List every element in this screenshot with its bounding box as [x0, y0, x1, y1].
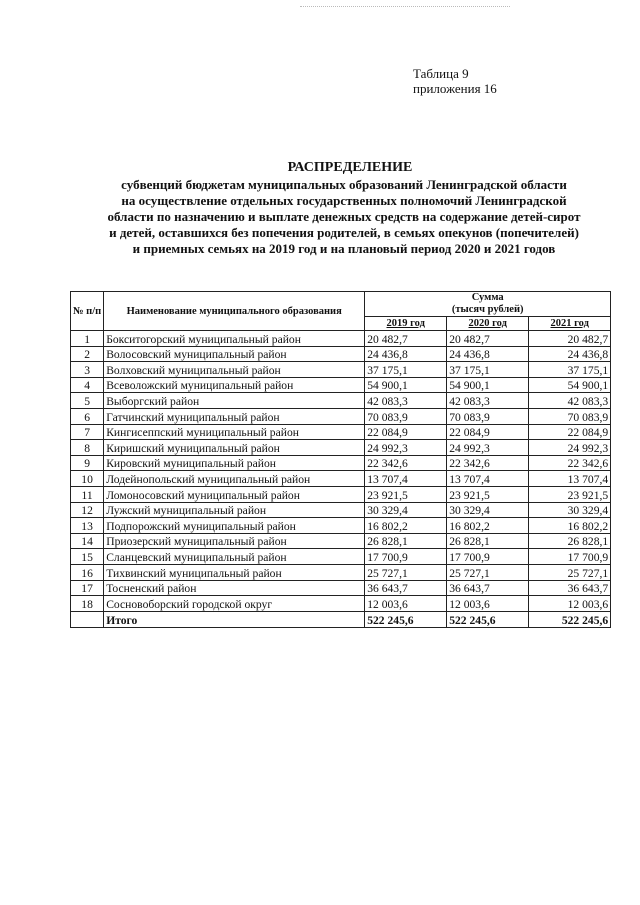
row-value-2021: 36 643,7: [529, 580, 611, 596]
row-number: 18: [71, 596, 104, 612]
row-value-2020: 30 329,4: [447, 502, 529, 518]
row-number: 9: [71, 455, 104, 471]
row-municipality-name: Тосненский район: [104, 580, 365, 596]
table-row: [71, 564, 611, 580]
row-value-2020: 37 175,1: [447, 362, 529, 378]
row-number: 6: [71, 408, 104, 424]
table-row: [71, 362, 611, 378]
row-value-2020: 17 700,9: [447, 549, 529, 565]
row-value-2020: 16 802,2: [447, 518, 529, 534]
table-reference: [413, 66, 497, 96]
table-row: [71, 580, 611, 596]
distribution-table: [70, 291, 611, 628]
header-year-2019: 2019 год: [365, 317, 447, 331]
row-municipality-name: Киришский муниципальный район: [104, 440, 365, 456]
table-row: [71, 331, 611, 347]
table-row: [71, 346, 611, 362]
row-value-2019: 22 084,9: [365, 424, 447, 440]
row-value-2019: 13 707,4: [365, 471, 447, 487]
row-value-2020: 22 342,6: [447, 455, 529, 471]
row-value-2021: 25 727,1: [529, 564, 611, 580]
table-row: [71, 455, 611, 471]
row-value-2021: 24 436,8: [529, 346, 611, 362]
total-label: Итого: [104, 611, 365, 627]
document-title: РАСПРЕДЕЛЕНИЕ: [287, 160, 413, 175]
table-row: [71, 471, 611, 487]
table-row: [71, 424, 611, 440]
row-number: 17: [71, 580, 104, 596]
row-value-2020: 70 083,9: [447, 408, 529, 424]
row-value-2020: 12 003,6: [447, 596, 529, 612]
reference-line-1: Таблица 9: [413, 66, 469, 81]
scan-artifact: [300, 6, 510, 9]
total-row: [71, 611, 611, 627]
row-value-2021: 37 175,1: [529, 362, 611, 378]
header-sum-label: Сумма: [471, 292, 504, 303]
row-number: 7: [71, 424, 104, 440]
row-value-2021: 20 482,7: [529, 331, 611, 347]
row-value-2019: 24 436,8: [365, 346, 447, 362]
table-row: [71, 533, 611, 549]
row-number: 8: [71, 440, 104, 456]
row-number: 2: [71, 346, 104, 362]
row-value-2020: 23 921,5: [447, 486, 529, 502]
row-municipality-name: Тихвинский муниципальный район: [104, 564, 365, 580]
header-year-2021: 2021 год: [529, 317, 611, 331]
row-value-2019: 70 083,9: [365, 408, 447, 424]
total-2021: 522 245,6: [529, 611, 611, 627]
row-value-2021: 70 083,9: [529, 408, 611, 424]
row-value-2021: 17 700,9: [529, 549, 611, 565]
row-number: 15: [71, 549, 104, 565]
row-value-2019: 30 329,4: [365, 502, 447, 518]
row-municipality-name: Волховский муниципальный район: [104, 362, 365, 378]
document-subtitle: [78, 177, 610, 257]
row-municipality-name: Выборгский район: [104, 393, 365, 409]
table-row: [71, 502, 611, 518]
table-row: [71, 377, 611, 393]
row-municipality-name: Всеволожский муниципальный район: [104, 377, 365, 393]
row-value-2020: 25 727,1: [447, 564, 529, 580]
row-municipality-name: Ломоносовский муниципальный район: [104, 486, 365, 502]
row-value-2020: 24 436,8: [447, 346, 529, 362]
row-value-2021: 16 802,2: [529, 518, 611, 534]
row-municipality-name: Гатчинский муниципальный район: [104, 408, 365, 424]
row-value-2019: 17 700,9: [365, 549, 447, 565]
subtitle-line: и детей, оставшихся без попечения родителей, в семьях опекунов (попечителей): [109, 225, 579, 240]
table-row: [71, 393, 611, 409]
row-municipality-name: Сланцевский муниципальный район: [104, 549, 365, 565]
row-municipality-name: Лодейнопольский муниципальный район: [104, 471, 365, 487]
table-body: [71, 331, 611, 612]
row-municipality-name: Подпорожский муниципальный район: [104, 518, 365, 534]
row-value-2020: 22 084,9: [447, 424, 529, 440]
row-municipality-name: Приозерский муниципальный район: [104, 533, 365, 549]
subtitle-line: субвенций бюджетам муниципальных образований Ленинградской области: [121, 177, 567, 192]
header-number: № п/п: [71, 292, 104, 331]
row-municipality-name: Сосновоборский городской округ: [104, 596, 365, 612]
row-value-2021: 13 707,4: [529, 471, 611, 487]
row-value-2019: 20 482,7: [365, 331, 447, 347]
row-municipality-name: Кингисеппский муниципальный район: [104, 424, 365, 440]
row-value-2019: 23 921,5: [365, 486, 447, 502]
row-value-2021: 22 084,9: [529, 424, 611, 440]
row-value-2021: 23 921,5: [529, 486, 611, 502]
table-row: [71, 408, 611, 424]
row-value-2019: 42 083,3: [365, 393, 447, 409]
row-number: 5: [71, 393, 104, 409]
row-number: 16: [71, 564, 104, 580]
row-municipality-name: Бокситогорский муниципальный район: [104, 331, 365, 347]
table-row: [71, 486, 611, 502]
table-row: [71, 596, 611, 612]
row-value-2021: 54 900,1: [529, 377, 611, 393]
row-number: 4: [71, 377, 104, 393]
row-value-2020: 36 643,7: [447, 580, 529, 596]
table-row: [71, 440, 611, 456]
subtitle-line: на осуществление отдельных государственных полномочий Ленинградской: [121, 193, 567, 208]
row-value-2019: 16 802,2: [365, 518, 447, 534]
row-value-2020: 20 482,7: [447, 331, 529, 347]
header-name: Наименование муниципального образования: [104, 292, 365, 331]
reference-line-2: приложения 16: [413, 81, 497, 96]
row-value-2020: 42 083,3: [447, 393, 529, 409]
row-number: 13: [71, 518, 104, 534]
row-value-2019: 25 727,1: [365, 564, 447, 580]
row-number: 1: [71, 331, 104, 347]
row-value-2021: 12 003,6: [529, 596, 611, 612]
row-value-2019: 37 175,1: [365, 362, 447, 378]
row-value-2020: 13 707,4: [447, 471, 529, 487]
row-number: 12: [71, 502, 104, 518]
row-value-2020: 24 992,3: [447, 440, 529, 456]
row-value-2021: 24 992,3: [529, 440, 611, 456]
row-value-2021: 26 828,1: [529, 533, 611, 549]
row-value-2019: 12 003,6: [365, 596, 447, 612]
row-number: 10: [71, 471, 104, 487]
row-value-2019: 24 992,3: [365, 440, 447, 456]
header-sum-unit: (тысяч рублей): [451, 304, 524, 315]
row-value-2020: 26 828,1: [447, 533, 529, 549]
total-2020: 522 245,6: [447, 611, 529, 627]
total-2019: 522 245,6: [365, 611, 447, 627]
row-number: 11: [71, 486, 104, 502]
row-number: 3: [71, 362, 104, 378]
row-municipality-name: Кировский муниципальный район: [104, 455, 365, 471]
total-number-cell: [71, 611, 104, 627]
subtitle-line: и приемных семьях на 2019 год и на плановый период 2020 и 2021 годов: [132, 241, 556, 256]
table-row: [71, 549, 611, 565]
row-number: 14: [71, 533, 104, 549]
subtitle-line: области по назначению и выплате денежных средств на содержание детей-сирот: [107, 209, 581, 224]
row-municipality-name: Лужский муниципальный район: [104, 502, 365, 518]
header-year-2020: 2020 год: [447, 317, 529, 331]
row-value-2021: 30 329,4: [529, 502, 611, 518]
row-value-2020: 54 900,1: [447, 377, 529, 393]
row-value-2021: 42 083,3: [529, 393, 611, 409]
row-value-2019: 36 643,7: [365, 580, 447, 596]
row-value-2019: 54 900,1: [365, 377, 447, 393]
table-row: [71, 518, 611, 534]
row-municipality-name: Волосовский муниципальный район: [104, 346, 365, 362]
header-sum: [365, 292, 611, 317]
row-value-2019: 26 828,1: [365, 533, 447, 549]
row-value-2021: 22 342,6: [529, 455, 611, 471]
row-value-2019: 22 342,6: [365, 455, 447, 471]
